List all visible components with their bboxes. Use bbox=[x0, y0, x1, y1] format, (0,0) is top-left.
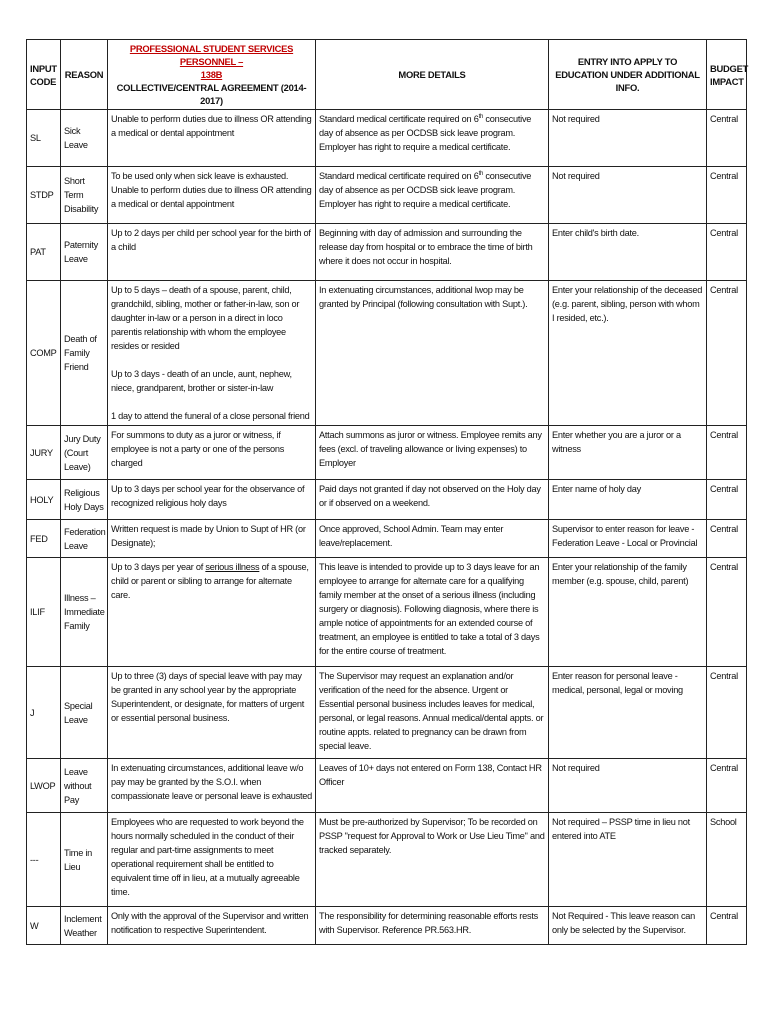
row-details: Standard medical certificate required on 6th consecutive day of absence as per OCDSB sick leave program. Employer has right to require a medical certificate. bbox=[316, 110, 549, 167]
row-agreement: In extenuating circumstances, additional leave w/o pay may be granted by the S.O.I. when compassionate leave or personal leave is exhausted bbox=[108, 759, 316, 813]
row-reason: Federation Leave bbox=[61, 520, 108, 558]
table-header-row bbox=[27, 40, 747, 110]
header-more-details: MORE DETAILS bbox=[316, 40, 549, 110]
table-row bbox=[27, 110, 747, 167]
header-budget-impact: BUDGET IMPACT bbox=[707, 40, 747, 110]
row-code: J bbox=[27, 667, 61, 759]
row-reason: Special Leave bbox=[61, 667, 108, 759]
table-row bbox=[27, 813, 747, 907]
row-details: Must be pre-authorized by Supervisor; To be recorded on PSSP "request for Approval to Work or Use Lieu Time" and tracked separately. bbox=[316, 813, 549, 907]
row-reason: Jury Duty (Court Leave) bbox=[61, 426, 108, 480]
row-details: Attach summons as juror or witness. Employee remits any fees (excl. of traveling allowance or living expenses) to Employer bbox=[316, 426, 549, 480]
header-input-code: INPUT CODE bbox=[27, 40, 61, 110]
leave-codes-document bbox=[26, 39, 749, 945]
header-agreement-line3: COLLECTIVE/CENTRAL AGREEMENT (2014-2017) bbox=[116, 82, 307, 106]
row-entry: Not required bbox=[549, 167, 707, 224]
table-row bbox=[27, 480, 747, 520]
row-reason: Short Term Disability bbox=[61, 167, 108, 224]
row-agreement: To be used only when sick leave is exhausted. Unable to perform duties due to illness OR attending a medical or dental appointment bbox=[108, 167, 316, 224]
row-entry: Not required – PSSP time in lieu not entered into ATE bbox=[549, 813, 707, 907]
row-budget: Central bbox=[707, 480, 747, 520]
row-details: Beginning with day of admission and surrounding the release day from hospital or to embrace the time of birth where it does not occur in hospital. bbox=[316, 224, 549, 281]
row-entry: Not required bbox=[549, 759, 707, 813]
table-row bbox=[27, 907, 747, 945]
row-reason: Sick Leave bbox=[61, 110, 108, 167]
row-code: --- bbox=[27, 813, 61, 907]
row-entry: Not Required - This leave reason can only be selected by the Supervisor. bbox=[549, 907, 707, 945]
row-details: This leave is intended to provide up to 3 days leave for an employee to arrange for alternate care for a qualifying family member at the onset of a serious illness (including surgery or diagnosis). Following diagnosis, where there is ample notice of appointments for an extended course of treatment, an employee is entitled to take a total of 3 days for the entire course of treatment. bbox=[316, 558, 549, 667]
row-reason: Inclement Weather bbox=[61, 907, 108, 945]
row-details: In extenuating circumstances, additional lwop may be granted by Principal (following consultation with Supt.). bbox=[316, 281, 549, 426]
row-code: HOLY bbox=[27, 480, 61, 520]
row-reason: Illness – Immediate Family bbox=[61, 558, 108, 667]
row-agreement: Up to 3 days per year of serious illness of a spouse, child or parent or sibling to arrange for alternate care. bbox=[108, 558, 316, 667]
row-reason: Paternity Leave bbox=[61, 224, 108, 281]
row-agreement: Up to 2 days per child per school year for the birth of a child bbox=[108, 224, 316, 281]
row-details: Standard medical certificate required on 6th consecutive day of absence as per OCDSB sick leave program. Employer has right to require a medical certificate. bbox=[316, 167, 549, 224]
row-code: FED bbox=[27, 520, 61, 558]
row-budget: Central bbox=[707, 110, 747, 167]
header-entry: ENTRY INTO APPLY TO EDUCATION UNDER ADDITIONAL INFO. bbox=[549, 40, 707, 110]
row-code: W bbox=[27, 907, 61, 945]
table-row bbox=[27, 281, 747, 426]
row-entry: Enter name of holy day bbox=[549, 480, 707, 520]
header-agreement bbox=[108, 40, 316, 110]
row-reason: Death of Family Friend bbox=[61, 281, 108, 426]
header-agreement-line2: 138B bbox=[200, 69, 223, 80]
row-budget: Central bbox=[707, 558, 747, 667]
header-agreement-line1: PROFESSIONAL STUDENT SERVICES PERSONNEL – bbox=[129, 43, 294, 67]
row-code: JURY bbox=[27, 426, 61, 480]
row-code: STDP bbox=[27, 167, 61, 224]
row-reason: Leave without Pay bbox=[61, 759, 108, 813]
row-details: Leaves of 10+ days not entered on Form 138, Contact HR Officer bbox=[316, 759, 549, 813]
row-entry: Enter child's birth date. bbox=[549, 224, 707, 281]
row-budget: Central bbox=[707, 167, 747, 224]
row-agreement: Up to 3 days per school year for the observance of recognized religious holy days bbox=[108, 480, 316, 520]
row-agreement: Up to three (3) days of special leave with pay may be granted in any school year by the appropriate Superintendent, or designate, for matters of urgent or essential personal business. bbox=[108, 667, 316, 759]
row-budget: Central bbox=[707, 759, 747, 813]
row-agreement: Only with the approval of the Supervisor and written notification to respective Superintendent. bbox=[108, 907, 316, 945]
table-row bbox=[27, 520, 747, 558]
row-entry: Not required bbox=[549, 110, 707, 167]
row-details: The responsibility for determining reasonable efforts rests with Supervisor. Reference PR.563.HR. bbox=[316, 907, 549, 945]
row-budget: Central bbox=[707, 667, 747, 759]
row-code: PAT bbox=[27, 224, 61, 281]
row-agreement: For summons to duty as a juror or witness, if employee is not a party or one of the persons charged bbox=[108, 426, 316, 480]
row-entry: Enter whether you are a juror or a witness bbox=[549, 426, 707, 480]
row-budget: School bbox=[707, 813, 747, 907]
row-budget: Central bbox=[707, 224, 747, 281]
table-row bbox=[27, 426, 747, 480]
header-reason: REASON bbox=[61, 40, 108, 110]
row-agreement: Unable to perform duties due to illness OR attending a medical or dental appointment bbox=[108, 110, 316, 167]
row-agreement: Up to 5 days – death of a spouse, parent, child, grandchild, sibling, mother or father-in-law, son or daughter in-law or a person in a direct in loco parentis relationship with whom the employee resides or resided Up to 3 days - death of an uncle, aunt, nephew, niece, grandparent, brother or sister-in-law 1 day to attend the funeral of a close personal friend bbox=[108, 281, 316, 426]
row-reason: Time in Lieu bbox=[61, 813, 108, 907]
row-details: The Supervisor may request an explanation and/or verification of the need for the absence. Urgent or Essential personal business includes leaves for medical, personal, or legal reasons. Annual medical/dental appts. or routine appts. related to pregnancy can be drawn from special leave. bbox=[316, 667, 549, 759]
row-entry: Enter reason for personal leave - medical, personal, legal or moving bbox=[549, 667, 707, 759]
row-code: ILIF bbox=[27, 558, 61, 667]
row-entry: Supervisor to enter reason for leave - Federation Leave - Local or Provincial bbox=[549, 520, 707, 558]
table-row bbox=[27, 759, 747, 813]
table-row bbox=[27, 667, 747, 759]
row-budget: Central bbox=[707, 426, 747, 480]
table-row bbox=[27, 558, 747, 667]
row-budget: Central bbox=[707, 281, 747, 426]
row-reason: Religious Holy Days bbox=[61, 480, 108, 520]
row-budget: Central bbox=[707, 520, 747, 558]
row-details: Paid days not granted if day not observed on the Holy day or if observed on a weekend. bbox=[316, 480, 549, 520]
row-budget: Central bbox=[707, 907, 747, 945]
row-agreement: Employees who are requested to work beyond the hours normally scheduled in the conduct of their regular and part-time assignments to meet operational requirement shall be entitled to equivalent time off in lieu, at a mutually agreeable time. bbox=[108, 813, 316, 907]
row-entry: Enter your relationship of the family member (e.g. spouse, child, parent) bbox=[549, 558, 707, 667]
table-row bbox=[27, 167, 747, 224]
leave-codes-table bbox=[26, 39, 747, 945]
row-code: LWOP bbox=[27, 759, 61, 813]
row-code: SL bbox=[27, 110, 61, 167]
row-code: COMP bbox=[27, 281, 61, 426]
row-details: Once approved, School Admin. Team may enter leave/replacement. bbox=[316, 520, 549, 558]
row-agreement: Written request is made by Union to Supt of HR (or Designate); bbox=[108, 520, 316, 558]
row-entry: Enter your relationship of the deceased (e.g. parent, sibling, person with whom I resided, etc.). bbox=[549, 281, 707, 426]
table-row bbox=[27, 224, 747, 281]
